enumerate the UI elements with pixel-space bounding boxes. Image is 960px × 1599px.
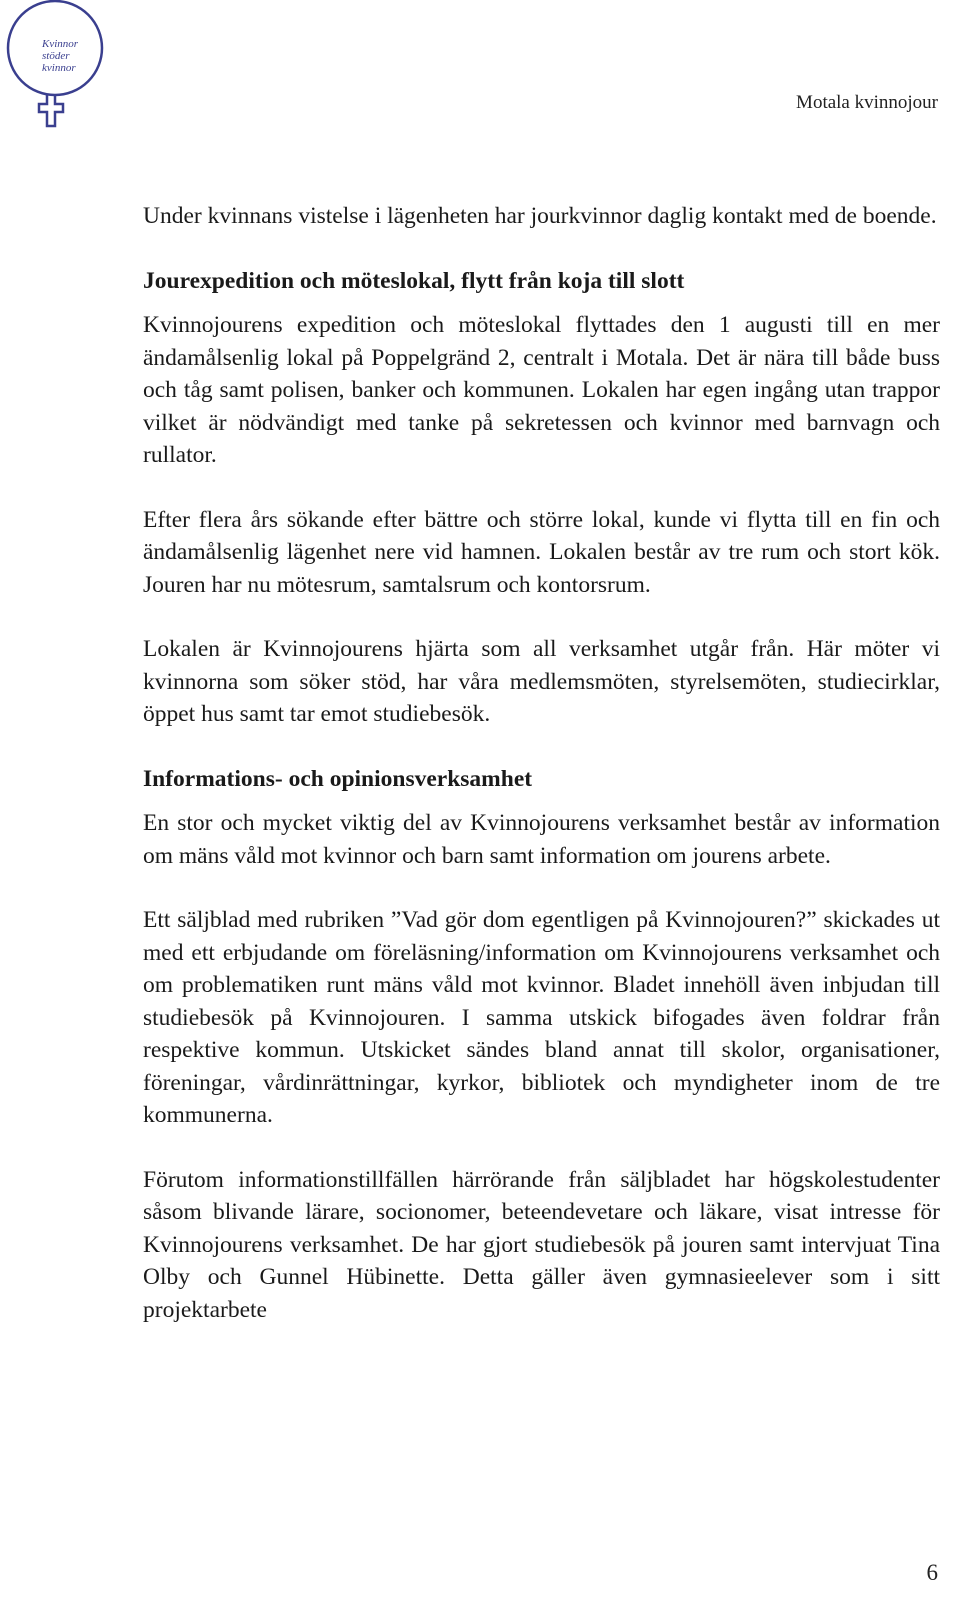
section-heading: Informations- och opinionsverksamhet <box>143 765 533 792</box>
paragraph: Kvinnojourens expedition och möteslokal flyttades den 1 augusti till en mer ändamålsenlig lokal på Poppelgränd 2, centralt i Motala. Det är nära till både buss och tåg samt polisen, banker och kommunen. Lokalen har egen ingång utan trappor vilket är nödvändigt med tanke på sekretessen och kvinnor med barnvagn och rullator. <box>143 312 940 468</box>
document-body <box>143 200 940 1326</box>
page-number: 6 <box>926 1560 938 1585</box>
logo-line: stöder <box>42 50 70 62</box>
section-heading: Jourexpedition och möteslokal, flytt från koja till slott <box>143 267 685 294</box>
paragraph: Under kvinnans vistelse i lägenheten har jourkvinnor daglig kontakt med de boende. <box>143 203 937 229</box>
paragraph: Ett säljblad med rubriken ”Vad gör dom egentligen på Kvinnojouren?” skickades ut med ett erbjudande om föreläsning/information om Kvinnojourens verksamhet och om problematiken runt mäns våld mot kvinnor. Bladet innehöll även inbjudan till studiebesök på Kvinnojouren. I samma utskick bifogades även foldrar från respektive kommun. Utskicket sändes bland annat till skolor, organisationer, föreningar, vårdinrättningar, kyrkor, bibliotek och myndigheter inom de tre kommunerna. <box>143 907 940 1128</box>
logo-text <box>42 38 78 74</box>
page-header-title: Motala kvinnojour <box>796 92 938 113</box>
logo-line: Kvinnor <box>42 38 79 50</box>
paragraph: En stor och mycket viktig del av Kvinnojourens verksamhet består av information om mäns våld mot kvinnor och barn samt information om jourens arbete. <box>143 810 940 869</box>
logo-line: kvinnor <box>42 62 76 74</box>
paragraph: Lokalen är Kvinnojourens hjärta som all verksamhet utgår från. Här möter vi kvinnorna som söker stöd, har våra medlemsmöten, styrelsemöten, studiecirklar, öppet hus samt tar emot studiebesök. <box>143 636 940 727</box>
paragraph: Förutom informationstillfällen härrörande från säljbladet har högskolestudenter såsom blivande lärare, socionomer, beteendevetare och läkare, visat intresse för Kvinnojourens verksamhet. De har gjort studiebesök på jouren samt intervjuat Tina Olby och Gunnel Hübinette. Detta gäller även gymnasieelever som i sitt projektarbete <box>143 1166 940 1323</box>
logo <box>0 0 120 130</box>
paragraph: Efter flera års sökande efter bättre och större lokal, kunde vi flytta till en fin och ändamålsenlig lägenhet nere vid hamnen. Lokalen består av tre rum och stort kök. Jouren har nu mötesrum, samtalsrum och kontorsrum. <box>143 506 940 598</box>
